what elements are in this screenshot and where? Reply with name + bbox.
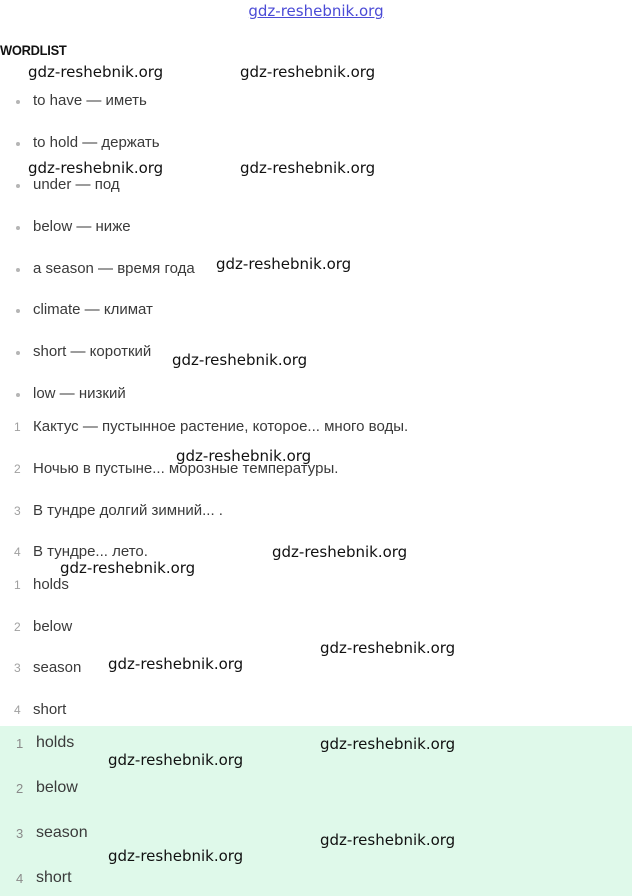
item-number: 2 xyxy=(14,620,21,634)
highlighted-answer-item xyxy=(0,779,632,801)
wordlist-heading: WORDLIST xyxy=(0,42,67,58)
watermark: gdz-reshebnik.org xyxy=(320,831,456,849)
answer-text: season xyxy=(36,824,88,841)
bullet-icon xyxy=(16,351,20,355)
bullet-icon xyxy=(16,226,20,230)
item-number: 4 xyxy=(14,545,21,559)
answer-text: holds xyxy=(36,734,75,751)
wordlist-item-text: under — под xyxy=(33,176,120,193)
watermark: gdz-reshebnik.org xyxy=(320,639,456,657)
item-number: 4 xyxy=(14,703,21,717)
answer-text: short xyxy=(33,701,67,718)
exercise-text: Ночью в пустыне... морозные температуры. xyxy=(33,460,339,477)
wordlist-item xyxy=(0,134,632,154)
answer-item xyxy=(0,618,632,638)
watermark: gdz-reshebnik.org xyxy=(28,63,164,81)
watermark: gdz-reshebnik.org xyxy=(320,735,456,753)
answer-item xyxy=(0,576,632,596)
bullet-icon xyxy=(16,100,20,104)
answer-item xyxy=(0,701,632,721)
answer-text: season xyxy=(33,659,82,676)
answer-panel xyxy=(0,726,632,896)
exercise-text: В тундре долгий зимний... . xyxy=(33,502,223,519)
wordlist-item xyxy=(0,218,632,238)
watermark: gdz-reshebnik.org xyxy=(176,447,312,465)
wordlist-item-text: short — короткий xyxy=(33,343,152,360)
exercise-item xyxy=(0,502,632,522)
answer-text: below xyxy=(36,779,78,796)
bullet-icon xyxy=(16,184,20,188)
exercise-text: В тундре... лето. xyxy=(33,543,148,560)
wordlist-item xyxy=(0,385,632,405)
watermark: gdz-reshebnik.org xyxy=(172,351,308,369)
answer-text: below xyxy=(33,618,73,635)
answer-text: holds xyxy=(33,576,69,593)
item-number: 3 xyxy=(14,504,21,518)
item-number: 3 xyxy=(14,661,21,675)
highlighted-answer-item xyxy=(0,824,632,846)
watermark: gdz-reshebnik.org xyxy=(108,847,244,865)
item-number: 4 xyxy=(16,871,24,886)
watermark: gdz-reshebnik.org xyxy=(28,159,164,177)
watermark: gdz-reshebnik.org xyxy=(108,751,244,769)
watermark: gdz-reshebnik.org xyxy=(108,655,244,673)
bullet-icon xyxy=(16,393,20,397)
highlighted-answer-item xyxy=(0,869,632,891)
wordlist-item xyxy=(0,176,632,196)
item-number: 1 xyxy=(16,736,24,751)
bullet-icon xyxy=(16,309,20,313)
bullet-icon xyxy=(16,142,20,146)
site-header-link[interactable]: gdz-reshebnik.org xyxy=(248,2,384,20)
wordlist-item-text: to hold — держать xyxy=(33,134,160,151)
wordlist-item-text: low — низкий xyxy=(33,385,126,402)
exercise-text: Кактус — пустынное растение, которое... много воды. xyxy=(33,418,409,435)
item-number: 2 xyxy=(16,781,24,796)
exercise-item xyxy=(0,418,632,438)
item-number: 2 xyxy=(14,462,21,476)
item-number: 3 xyxy=(16,826,24,841)
highlighted-answer-item xyxy=(0,734,632,756)
wordlist-item xyxy=(0,343,632,363)
answer-item xyxy=(0,659,632,679)
watermark: gdz-reshebnik.org xyxy=(240,159,376,177)
item-number: 1 xyxy=(14,420,21,434)
item-number: 1 xyxy=(14,578,21,592)
watermark: gdz-reshebnik.org xyxy=(240,63,376,81)
wordlist-item xyxy=(0,92,632,112)
watermark: gdz-reshebnik.org xyxy=(216,255,352,273)
wordlist-item-text: a season — время года xyxy=(33,260,195,277)
watermark: gdz-reshebnik.org xyxy=(60,559,196,577)
wordlist-item-text: to have — иметь xyxy=(33,92,147,109)
watermark: gdz-reshebnik.org xyxy=(272,543,408,561)
wordlist-item xyxy=(0,301,632,321)
answer-text: short xyxy=(36,869,72,886)
wordlist-item-text: below — ниже xyxy=(33,218,131,235)
bullet-icon xyxy=(16,268,20,272)
exercise-item xyxy=(0,460,632,480)
wordlist-item-text: climate — климат xyxy=(33,301,153,318)
